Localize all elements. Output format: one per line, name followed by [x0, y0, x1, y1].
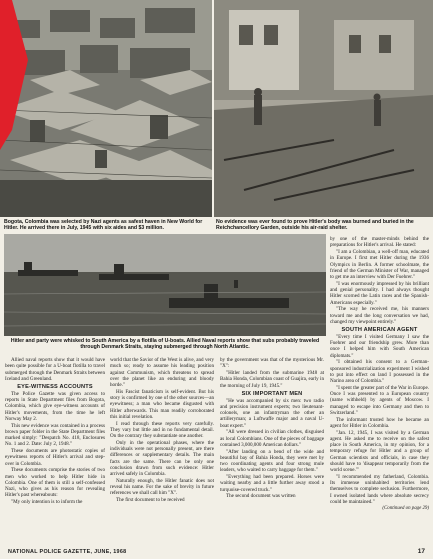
section-heading: EYE-WITNESS ACCOUNTS — [17, 384, 93, 390]
bogota-photo — [0, 0, 212, 217]
paragraph: "My only intention is to inform the — [11, 499, 83, 505]
paragraph: These documents are photostatic copies of eyewitness reports of Hitler's arrival and step-over in Colombia. — [5, 448, 105, 467]
paragraph: The Police Gazette was given access to reports in State Department files from Bogota, Colombia, which give eye-witness accounts of Hitler's movements, from the time he left Norway May 2. — [5, 390, 105, 422]
paragraph: The second document was written — [226, 493, 296, 500]
paragraph: by the government was that of the mysterious Mr. "X": — [220, 357, 324, 370]
paragraph: Only in the operational phases, where the individuals were not personally present, are there differences or supplementary details. The main facts are the same. There can be only one conclusion drawn from such evidence: Hitler arrived safely in Colombia. — [110, 439, 214, 477]
paragraph: "He was accompanied by six men: two radio and precision instrument experts; two lieutenant-colonels, one an infantryman the other an artilleryman; a Luftwaffe major and a naval U-boat expert." — [220, 397, 324, 429]
paragraph: His Fascist fanaticism is self-evident. But his story is confirmed by one of the other sources—an eyewitness; a man who became disgusted with Hitler afterwards. This man readily corroborated this initial revelation. — [110, 388, 214, 420]
uboat-photo — [4, 234, 326, 336]
paragraph: The informant trusted how he became an agent for Hitler in Colombia. — [330, 416, 429, 429]
section-heading: SIX IMPORTANT MEN — [241, 390, 303, 397]
article-column-1 — [5, 357, 105, 506]
garden-photo — [214, 0, 433, 217]
caption-garden: No evidence was ever found to prove Hitler's body was burned and buried in the Reichchancellory Garden, outside his air-raid shelter. — [216, 219, 414, 232]
paragraph: "Jan. 12, 1945, I was visited by a German agent. He asked me to receive on the safest place in South America, in my opinion, for a temporary refuge for Hitler and a group of German scientists and officials, in case they should have to 'disappear temporarily from the world scene.'" — [330, 429, 429, 473]
paragraph: "The way he received me, his manners toward me and the long conversation we had, changed my viewpoint entirely." — [330, 306, 429, 325]
paragraph: "I spent the greater part of the War in Europe. Once I was presented to a European country (name withheld) by agents of Moscow. I managed to escape into Germany and then to Switzerland." — [330, 384, 429, 416]
paragraph: "I was enormously impressed by his brilliant and genial personality. I had always thought Hitler scorned the Latin races and the Spanish-Americans especially." — [330, 280, 429, 306]
page-footer — [0, 548, 433, 559]
paragraph: "Everything had been prepared. Horses were waiting nearby and a little further away stood a turquoise-covered truck." — [220, 474, 324, 493]
red-arrow-tab — [0, 0, 30, 150]
article-column-2 — [110, 357, 214, 504]
paragraph: These documents comprise the stories of two men who worked to help Hitler hide in Colombia. One of them is still a self-confessed Nazi, who gives as his reason for revealing Hitler's past whereabouts: — [5, 467, 105, 499]
paragraph: world that the Savior of the West is alive, and very much so; ready to assume his leading position against Communism, which threatens to spread over the planet like an enduring and bloody horde." — [110, 357, 214, 388]
paragraph: "All were dressed in civilian clothes, disguised as local Colombians. One of the pieces of baggage contained 3,000,000 American dollars." — [220, 429, 324, 448]
section-heading: SOUTH AMERICAN AGENT — [341, 327, 418, 333]
paragraph: "I recommended my fatherland, Colombia. Its immense uninhabited territories lend themselves to complete seclusion. Furthermore, I owned isolated lands where absolute secrecy could be maintained." — [330, 473, 429, 505]
paragraph: I read through these reports very carefully. They vary but little and in no fundamental detail. On the contrary they substantiate one another. — [110, 420, 214, 439]
caption-uboats: Hitler and party were whisked to South America by a flotilla of U-boats. Allied Naval reports show that subs probably traveled through Denmark Straits, staying submerged through North Atlantic. — [10, 338, 320, 351]
paragraph: "I am a Colombian, a well-off man, educated in Europe. I first met Hitler during the 1936 Olympics in Berlin. A former schoolmate, the friend of the German Minister of War, managed to get me an interview with Der Fuehrer." — [330, 249, 429, 280]
paragraph: This new evidence was contained in a process brown paper folder in the State Department files marked simply: "Despatch No. 418, Enclosures No. 1 and 2. Date: July 2, 1948." — [5, 422, 105, 448]
article-column-3 — [220, 357, 324, 500]
paragraph: Allied naval reports show that it would have been quite possible for a U-boat flotilla to travel submerged through the Denmark Straits between Iceland and Greenland. — [5, 357, 105, 382]
paragraph: by one of the master-minds behind the preparations for Hitler's arrival. He stated: — [330, 236, 429, 249]
article-column-4 — [330, 236, 429, 513]
publication-line: NATIONAL POLICE GAZETTE, JUNE, 1968 — [8, 549, 127, 555]
paragraph: "Every time I visited Germany I saw the Fuehrer and our friendship grew. More than once I helped him with South American diplomats." — [330, 333, 429, 359]
page-number: 17 — [417, 548, 425, 555]
paragraph: The first document to be received — [116, 497, 185, 503]
paragraph: "After landing on a bend of the wide and beautiful bay of Bahia Honda, they were met by two coordinating agents and four strong mule leaders, who waited to carry baggage for them." — [220, 448, 324, 474]
caption-bogota: Bogota, Colombia was selected by Nazi agents as safest haven in New World for Hitler. He arrived there in July, 1945 with six aides and $3 million. — [4, 219, 203, 232]
paragraph: "Hitler landed from the submarine 1948 at Bahia Honda, Colombian coast of Guajira, early in the morning of July 19, 1945." — [220, 370, 324, 389]
paragraph: "I obtained his consent to a German-sponsored industrialization experiment I wished to put into effect on land I possessed in the Narino area of Colombia." — [330, 359, 429, 384]
continued-note: (Continued on page 29) — [382, 506, 429, 511]
paragraph: Naturally enough, the Hitler fanatic does not reveal his name. For the sake of brevity in future references we shall call him "X". — [110, 477, 214, 497]
